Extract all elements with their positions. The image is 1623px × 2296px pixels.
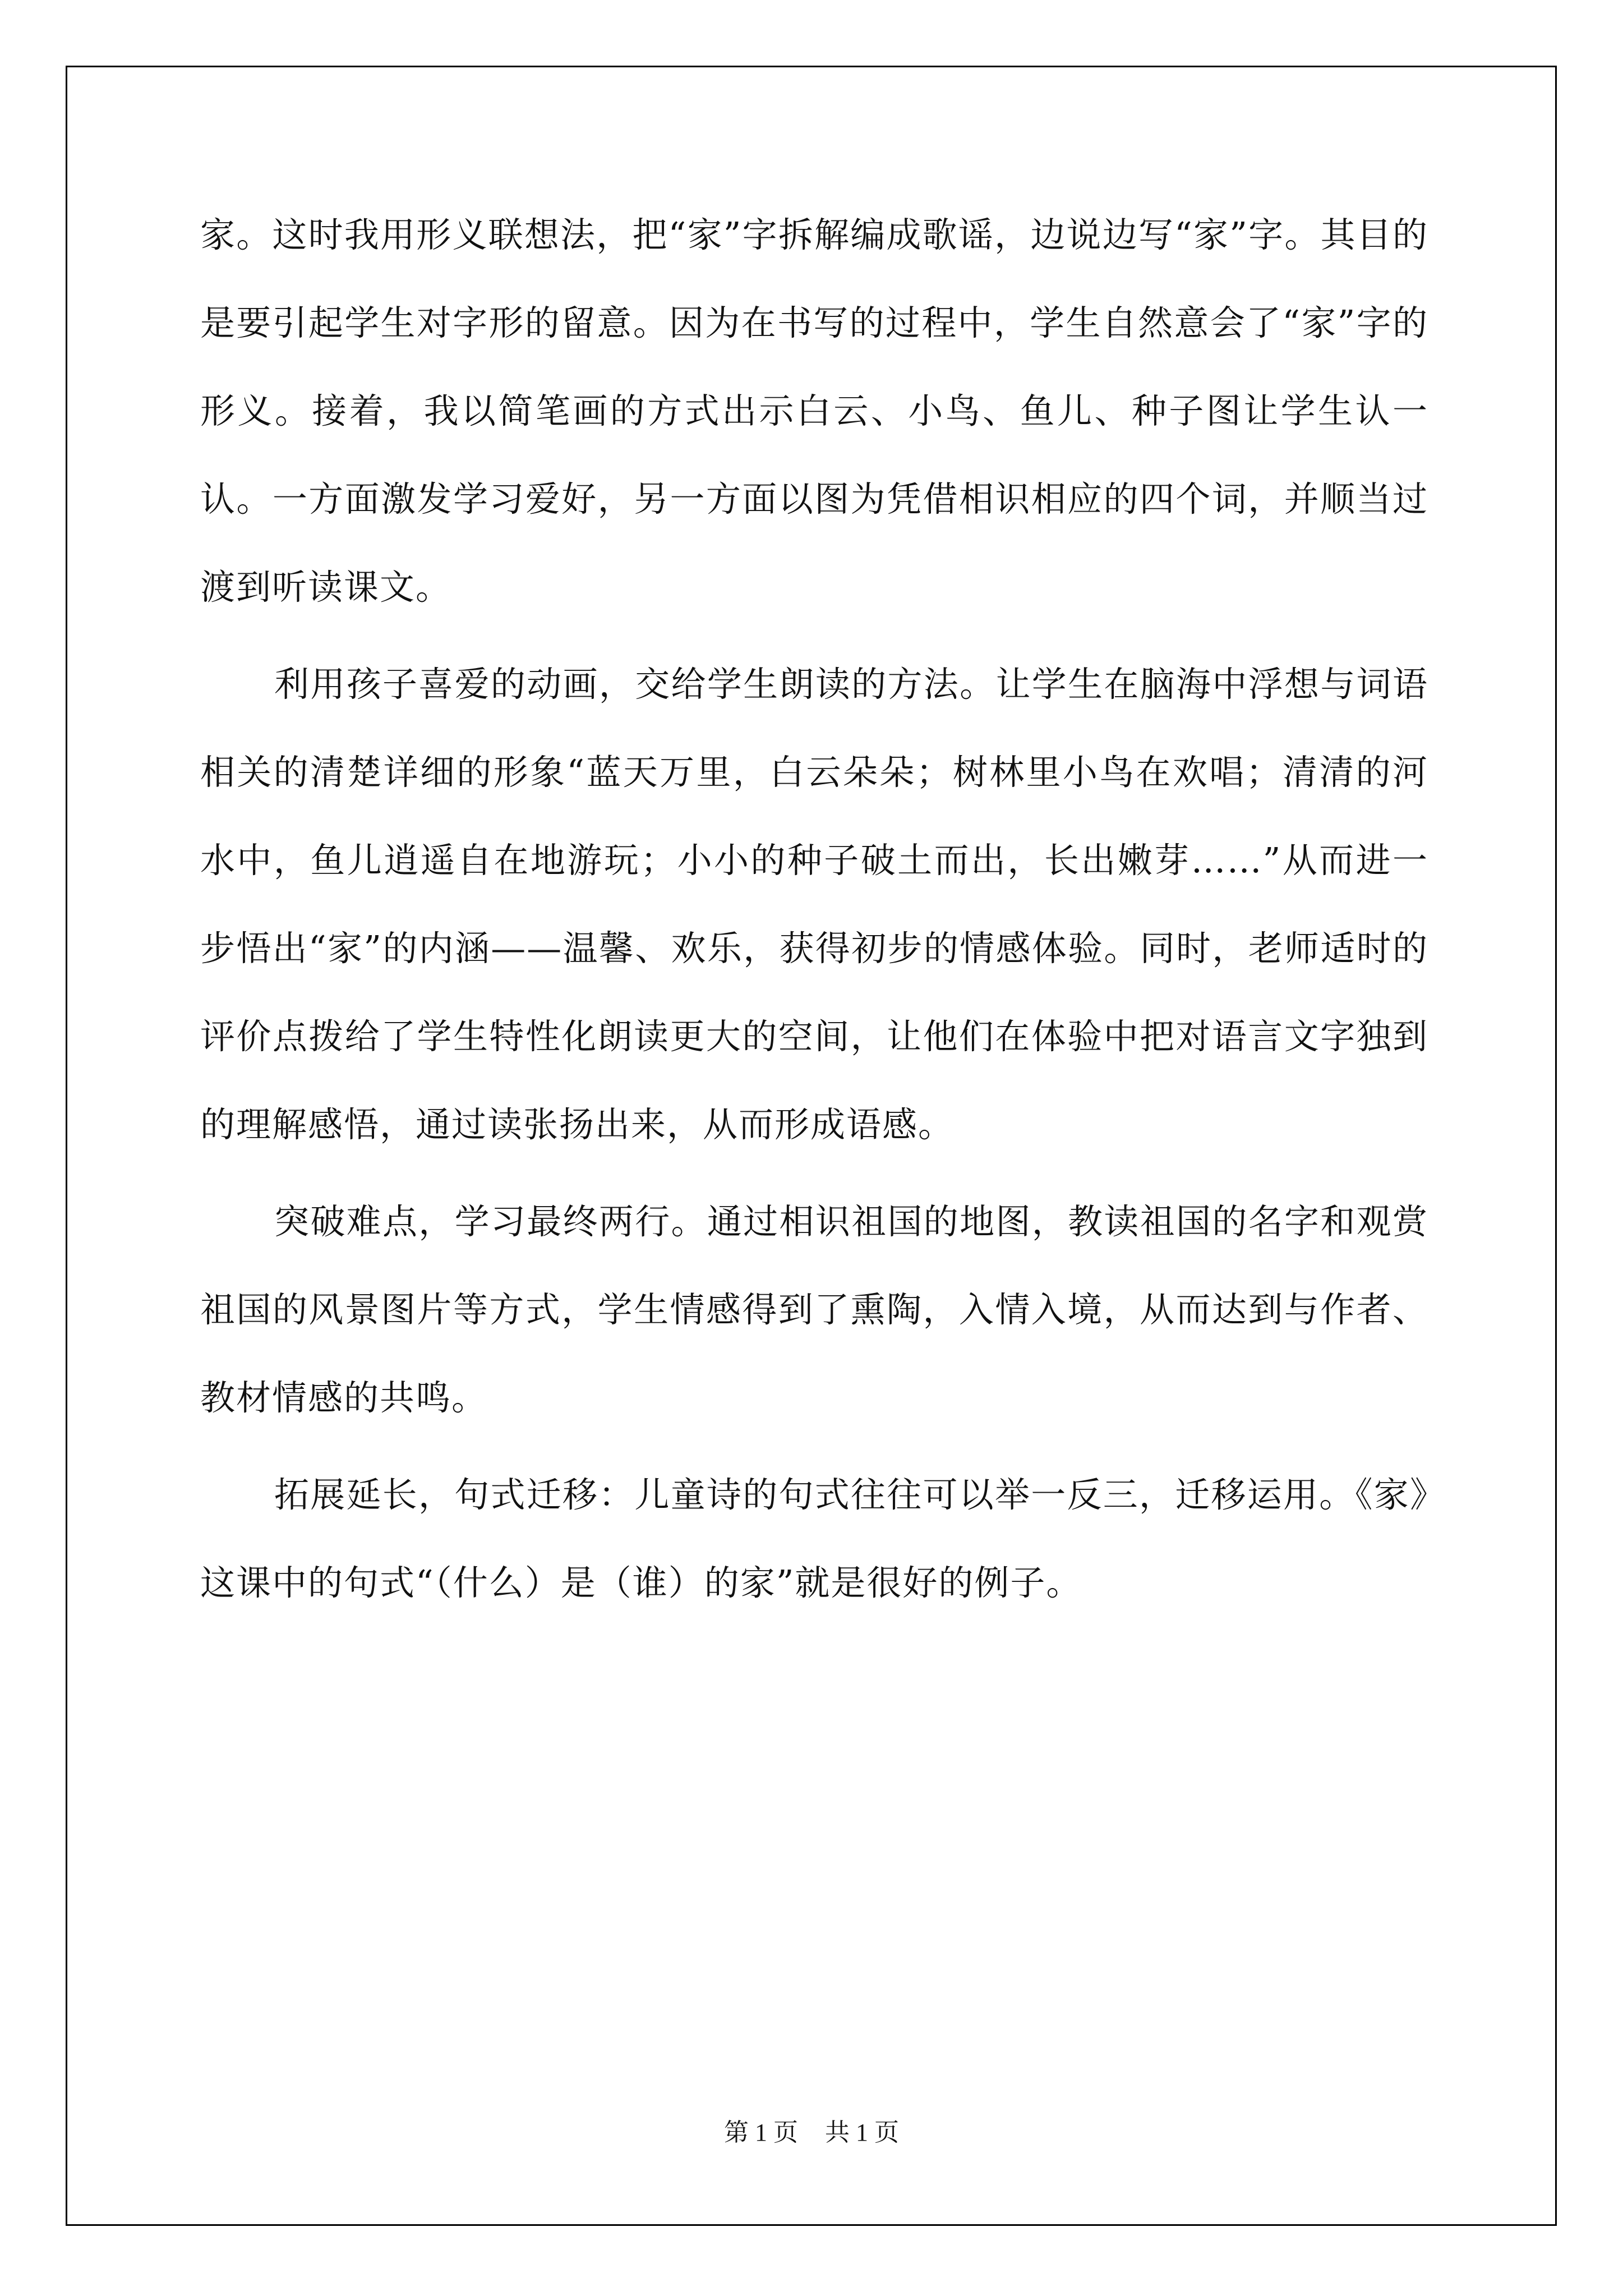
paragraph-1: 家。这时我用形义联想法，把“家”字拆解编成歌谣，边说边写“家”字。其目的是要引起学生对字形的留意。因为在书写的过程中，学生自然意会了“家”字的形义。接着，我以简笔画的方式出示白云、小鸟、鱼儿、种子图让学生认一认。一方面激发学习爱好，另一方面以图为凭借相识相应的四个词，并顺当过渡到听读课文。 (200, 214, 1428, 608)
page-footer (0, 2112, 1623, 2148)
page-number: 第 1 页 (724, 2119, 798, 2146)
document-body (200, 191, 1428, 1627)
paragraph-3: 突破难点，学习最终两行。通过相识祖国的地图，教读祖国的名字和观赏祖国的风景图片等方式，学生情感得到了熏陶，入情入境，从而达到与作者、教材情感的共鸣。 (200, 1201, 1428, 1418)
paragraph-4: 拓展延长，句式迁移：儿童诗的句式往往可以举一反三，迁移运用。《家》这课中的句式“（什么）是（谁）的家”就是很好的例子。 (200, 1474, 1428, 1603)
page-total: 共 1 页 (825, 2119, 899, 2146)
paragraph-2: 利用孩子喜爱的动画，交给学生朗读的方法。让学生在脑海中浮想与词语相关的清楚详细的形象“蓝天万里，白云朵朵；树林里小鸟在欢唱；清清的河水中，鱼儿逍遥自在地游玩；小小的种子破土而出，长出嫩芽……”从而进一步悟出“家”的内涵——温馨、欢乐，获得初步的情感体验。同时，老师适时的评价点拨给了学生特性化朗读更大的空间，让他们在体验中把对语言文字独到的理解感悟，通过读张扬出来，从而形成语感。 (200, 664, 1428, 1145)
